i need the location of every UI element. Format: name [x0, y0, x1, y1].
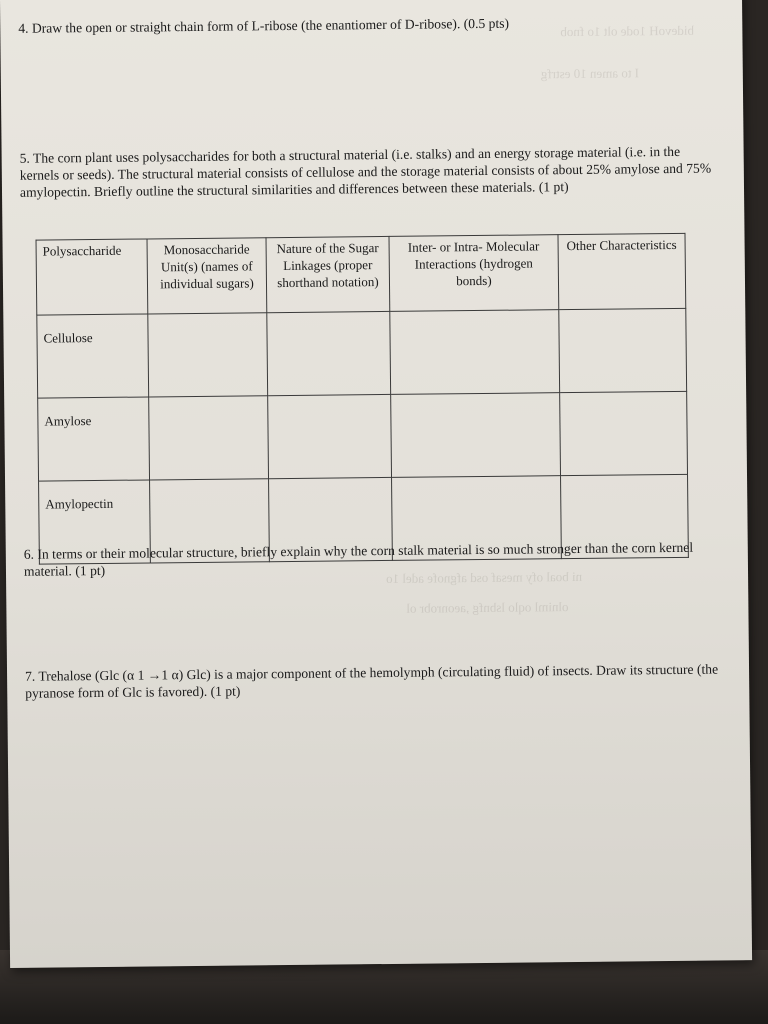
- table-row: [38, 391, 688, 481]
- question-6: [24, 538, 724, 579]
- header-polysaccharide: Polysaccharide: [36, 239, 148, 315]
- polysaccharide-table: [36, 233, 689, 565]
- header-monosaccharide: Monosaccharide Unit(s) (names of individual sugars): [147, 238, 267, 314]
- question-6-text: 6. In terms or their molecular structure, briefly explain why the corn stalk material is so much stronger than the corn kernel material. (1 pt): [23, 539, 694, 579]
- bleed-through-text: olniml oqlo lsbnfg ,aeonrobr ol: [406, 599, 569, 616]
- question-5-text: 5. The corn plant uses polysaccharides for both a structural material (i.e. stalks) and an energy storage material (i.e. in the kernels or seeds). The structural material consists of cellulose and the storage material consists of about 25% amylose and 75% amylopectin. Briefly outline the structural similarities and differences between these materials. (1 pt): [19, 143, 712, 200]
- answer-cell[interactable]: [148, 313, 268, 397]
- question-4-text: 4. Draw the open or straight chain form of L-ribose (the enantiomer of D-ribose). (0.5 pts): [18, 15, 510, 36]
- header-interactions: Inter- or Intra- Molecular Interactions (hydrogen bonds): [389, 235, 559, 312]
- table-header-row: [36, 233, 686, 315]
- answer-cell[interactable]: [267, 311, 391, 395]
- question-7: [25, 660, 725, 701]
- bleed-through-text: I to amen 10 estrfg: [540, 65, 640, 82]
- header-linkages: Nature of the Sugar Linkages (proper shorthand notation): [266, 236, 390, 312]
- row-label-amylopectin: Amylopectin: [39, 480, 151, 564]
- bleed-through-text: ni boal ofy mesaf osd afgnofe adel 1o: [386, 568, 583, 586]
- row-label-cellulose: Cellulose: [37, 314, 149, 398]
- answer-cell[interactable]: [559, 308, 687, 392]
- question-7-text: 7. Trehalose (Glc (α 1 →1 α) Glc) is a major component of the hemolymph (circulating fluid) of insects. Draw its structure (the pyranose form of Glc is favored). (1 pt): [25, 661, 719, 701]
- table-row: [37, 308, 687, 398]
- answer-cell[interactable]: [390, 310, 560, 395]
- answer-cell[interactable]: [149, 396, 269, 480]
- question-5: [20, 142, 720, 200]
- row-label-amylose: Amylose: [38, 397, 150, 481]
- answer-cell[interactable]: [391, 393, 561, 478]
- bleed-through-text: bidevoH 1ode olt 1o fnob: [560, 22, 695, 40]
- answer-cell[interactable]: [560, 391, 688, 475]
- header-other: Other Characteristics: [558, 233, 686, 309]
- answer-cell[interactable]: [268, 394, 392, 478]
